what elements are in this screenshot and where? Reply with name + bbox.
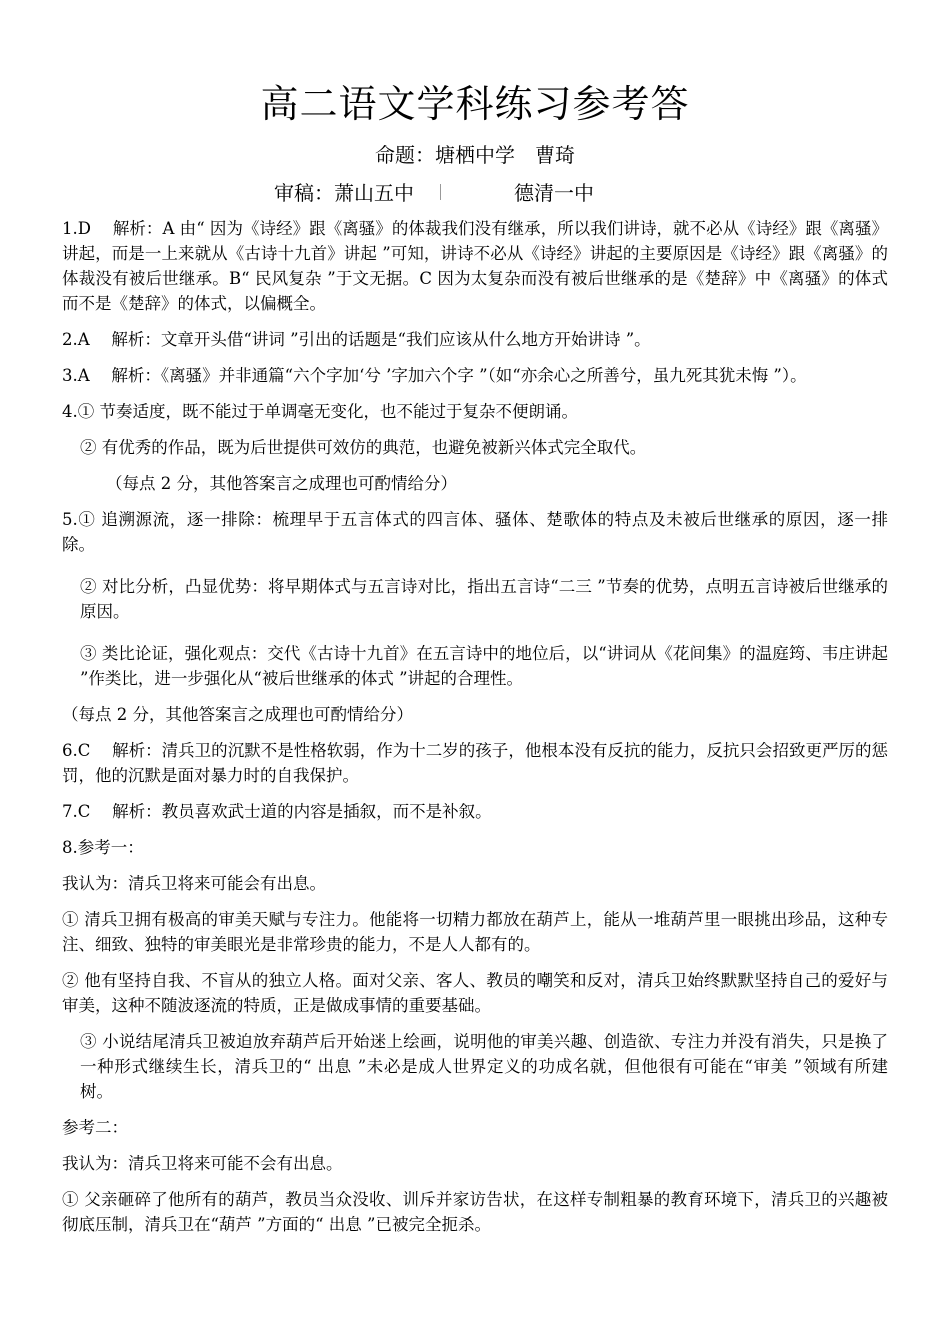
proposer-line: 命题：塘栖中学 曹琦: [375, 143, 575, 167]
answer-8-ref1-thesis: 我认为：清兵卫将来可能会有出息。: [62, 874, 326, 893]
answer-document: [62, 80, 888, 1248]
answer-4-scoring-note: （每点 2 分，其他答案言之成理也可酌情给分）: [106, 474, 457, 493]
answer-8-reference-2: 参考二：: [62, 1118, 128, 1137]
text-cursor-mark: [440, 184, 441, 200]
answer-4-point-1: 4.① 节奏适度，既不能过于单调毫无变化，也不能过于复杂不便朗诵。: [62, 402, 578, 421]
answer-3: 3.A 解析：《离骚》并非通篇“六个字加‘兮 ’字加六个字 ”（如“亦余心之所善兮，虽九死其犹未悔 ”）。: [62, 366, 807, 385]
answer-8-reference-1: 8.参考一：: [62, 838, 144, 857]
answer-8-ref2-thesis: 我认为：清兵卫将来可能不会有出息。: [62, 1154, 343, 1173]
reviewer-left: 审稿：萧山五中: [274, 181, 414, 205]
answer-5-point-1: 5.① 追溯源流，逐一排除：梳理早于五言体式的四言体、骚体、楚歌体的特点及未被后世继承的原因，逐一排除。: [62, 510, 888, 554]
answer-8-ref1-point-2: ② 他有坚持自我、不盲从的独立人格。面对父亲、客人、教员的嘲笑和反对，清兵卫始终默默坚持自己的爱好与审美，这种不随波逐流的特质，正是做成事情的重要基础。: [62, 971, 888, 1015]
answer-8-ref1-point-1: ① 清兵卫拥有极高的审美天赋与专注力。他能将一切精力都放在葫芦上，能从一堆葫芦里一眼挑出珍品，这种专注、细致、独特的审美眼光是非常珍贵的能力，不是人人都有的。: [62, 910, 888, 954]
answer-8-ref1-point-3: ③ 小说结尾清兵卫被迫放弃葫芦后开始迷上绘画，说明他的审美兴趣、创造欲、专注力并没有消失，只是换了一种形式继续生长，清兵卫的“ 出息 ”未必是成人世界定义的功成名就，但他很有可能在“审美 ”领域有所建树。: [80, 1032, 888, 1101]
reviewer-line: [62, 180, 888, 206]
answer-5-point-2: ② 对比分析，凸显优势：将早期体式与五言诗对比，指出五言诗“二三 ”节奏的优势，点明五言诗被后世继承的原因。: [80, 577, 888, 621]
answer-6: 6.C 解析：清兵卫的沉默不是性格软弱，作为十二岁的孩子，他根本没有反抗的能力，反抗只会招致更严厉的惩罚，他的沉默是面对暴力时的自我保护。: [62, 741, 888, 785]
answer-1: 1.D 解析：A 由“ 因为《诗经》跟《离骚》的体裁我们没有继承，所以我们讲诗，就不必从《诗经》跟《离骚》讲起，而是一上来就从《古诗十九首》讲起 ”可知，讲诗不必从《诗经》讲起的主要原因是《诗经》跟《离骚》的体裁没有被后世继承。B“ 民风复杂 ”于文无据。C 因为太复杂而没有被后世继承的是《楚辞》中《离骚》的体式而不是《楚辞》的体式，以偏概全。: [62, 219, 888, 313]
answer-4-point-2: ② 有优秀的作品，既为后世提供可效仿的典范，也避免被新兴体式完全取代。: [80, 438, 647, 457]
answer-2: 2.A 解析：文章开头借“讲词 ”引出的话题是“我们应该从什么地方开始讲诗 ”。: [62, 330, 651, 349]
answer-5-point-3: ③ 类比论证，强化观点：交代《古诗十九首》在五言诗中的地位后，以“讲词从《花间集》的温庭筠、韦庄讲起 ”作类比，进一步强化从“被后世继承的体式 ”讲起的合理性。: [80, 644, 888, 688]
answer-7: 7.C 解析：教员喜欢武士道的内容是插叙，而不是补叙。: [62, 802, 492, 821]
answer-5-scoring-note: （每点 2 分，其他答案言之成理也可酌情给分）: [62, 705, 413, 724]
document-title: 高二语文学科练习参考答: [260, 82, 690, 126]
answer-8-ref2-point-1: ① 父亲砸碎了他所有的葫芦，教员当众没收、训斥并家访告状，在这样专制粗暴的教育环境下，清兵卫的兴趣被彻底压制，清兵卫在“葫芦 ”方面的“ 出息 ”已被完全扼杀。: [62, 1190, 888, 1234]
reviewer-right: 德清一中: [514, 181, 594, 205]
